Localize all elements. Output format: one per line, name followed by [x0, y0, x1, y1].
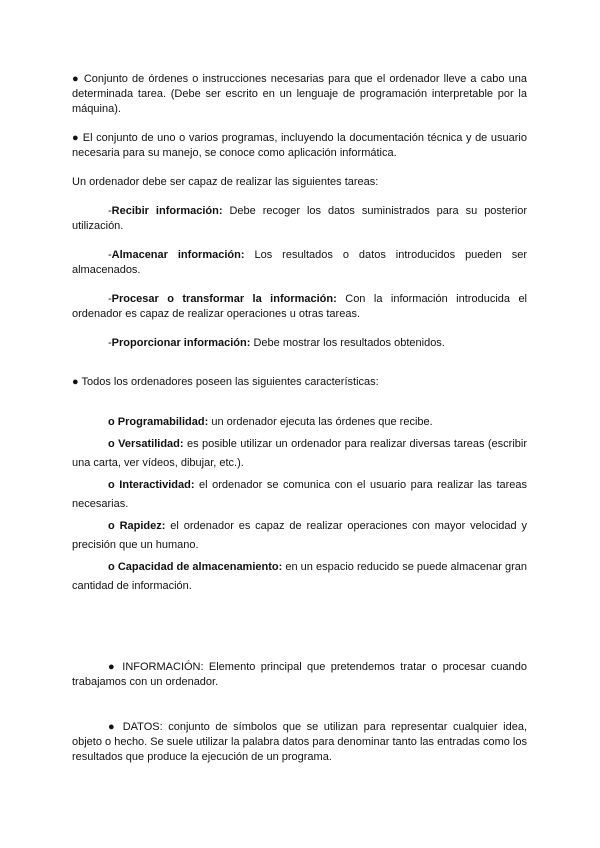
- feature-term: Rapidez:: [119, 520, 166, 532]
- bullet-icon: ●: [108, 661, 117, 673]
- features-intro: ● Todos los ordenadores poseen las siguientes características:: [72, 376, 379, 388]
- task-item-store: -Almacenar información: Los resultados o datos introducidos pueden ser almacenados.: [72, 249, 528, 276]
- features-list: [72, 413, 527, 596]
- bullet-icon: ●: [72, 73, 80, 85]
- application-definition-paragraph: ● El conjunto de uno o varios programas, incluyendo la documentación técnica y de usuario necesaria para su manejo, se conoce como aplicación informática.: [72, 132, 527, 159]
- task-term: Procesar o transformar la información:: [111, 293, 337, 305]
- tasks-intro: Un ordenador debe ser capaz de realizar las siguientes tareas:: [72, 176, 379, 188]
- feature-item-speed: o Rapidez: el ordenador es capaz de realizar operaciones con mayor velocidad y precisión que un humano.: [72, 520, 528, 551]
- bullet-icon: ●: [72, 376, 79, 388]
- feature-term: Interactividad:: [119, 479, 195, 491]
- task-item-output: -Proporcionar información: Debe mostrar los resultados obtenidos.: [108, 337, 445, 349]
- feature-term: Capacidad de almacenamiento:: [117, 561, 283, 573]
- data-definition: ● DATOS: conjunto de símbolos que se utilizan para representar cualquier idea, objeto o hecho. Se suele utilizar la palabra datos para denominar tanto las entradas como los resultados que produce la ejecución de un programa.: [72, 721, 527, 763]
- feature-item-versatility: o Versatilidad: es posible utilizar un ordenador para realizar diversas tareas (escribir una carta, ver vídeos, dibujar, etc.).: [72, 438, 527, 469]
- task-term: Recibir información:: [111, 205, 223, 217]
- task-term: Proporcionar información:: [111, 337, 251, 349]
- bullet-icon: ●: [72, 132, 80, 144]
- task-item-receive: -Recibir información: Debe recoger los datos suministrados para su posterior utilización.: [72, 205, 527, 232]
- task-term: Almacenar información:: [111, 249, 245, 261]
- document-page: [72, 72, 527, 765]
- feature-item-interactivity: o Interactividad: el ordenador se comunica con el usuario para realizar las tareas necesarias.: [72, 479, 528, 510]
- feature-term: Versatilidad:: [118, 438, 184, 450]
- feature-item-programmability: o Programabilidad: un ordenador ejecuta las órdenes que recibe.: [108, 416, 433, 428]
- information-definition: ● INFORMACIÓN: Elemento principal que pretendemos tratar o procesar cuando trabajamos con un ordenador.: [72, 661, 527, 688]
- task-item-process: -Procesar o transformar la información: Con la información introducida el ordenador es capaz de realizar operaciones u otras tareas.: [72, 293, 528, 320]
- bullet-icon: ●: [108, 721, 118, 733]
- feature-item-storage: o Capacidad de almacenamiento: en un espacio reducido se puede almacenar gran cantidad de información.: [72, 561, 527, 592]
- feature-term: Programabilidad:: [117, 416, 209, 428]
- program-definition-paragraph: ● Conjunto de órdenes o instrucciones necesarias para que el ordenador lleve a cabo una determinada tarea. (Debe ser escrito en un lenguaje de programación interpretable por la máquina).: [72, 73, 527, 115]
